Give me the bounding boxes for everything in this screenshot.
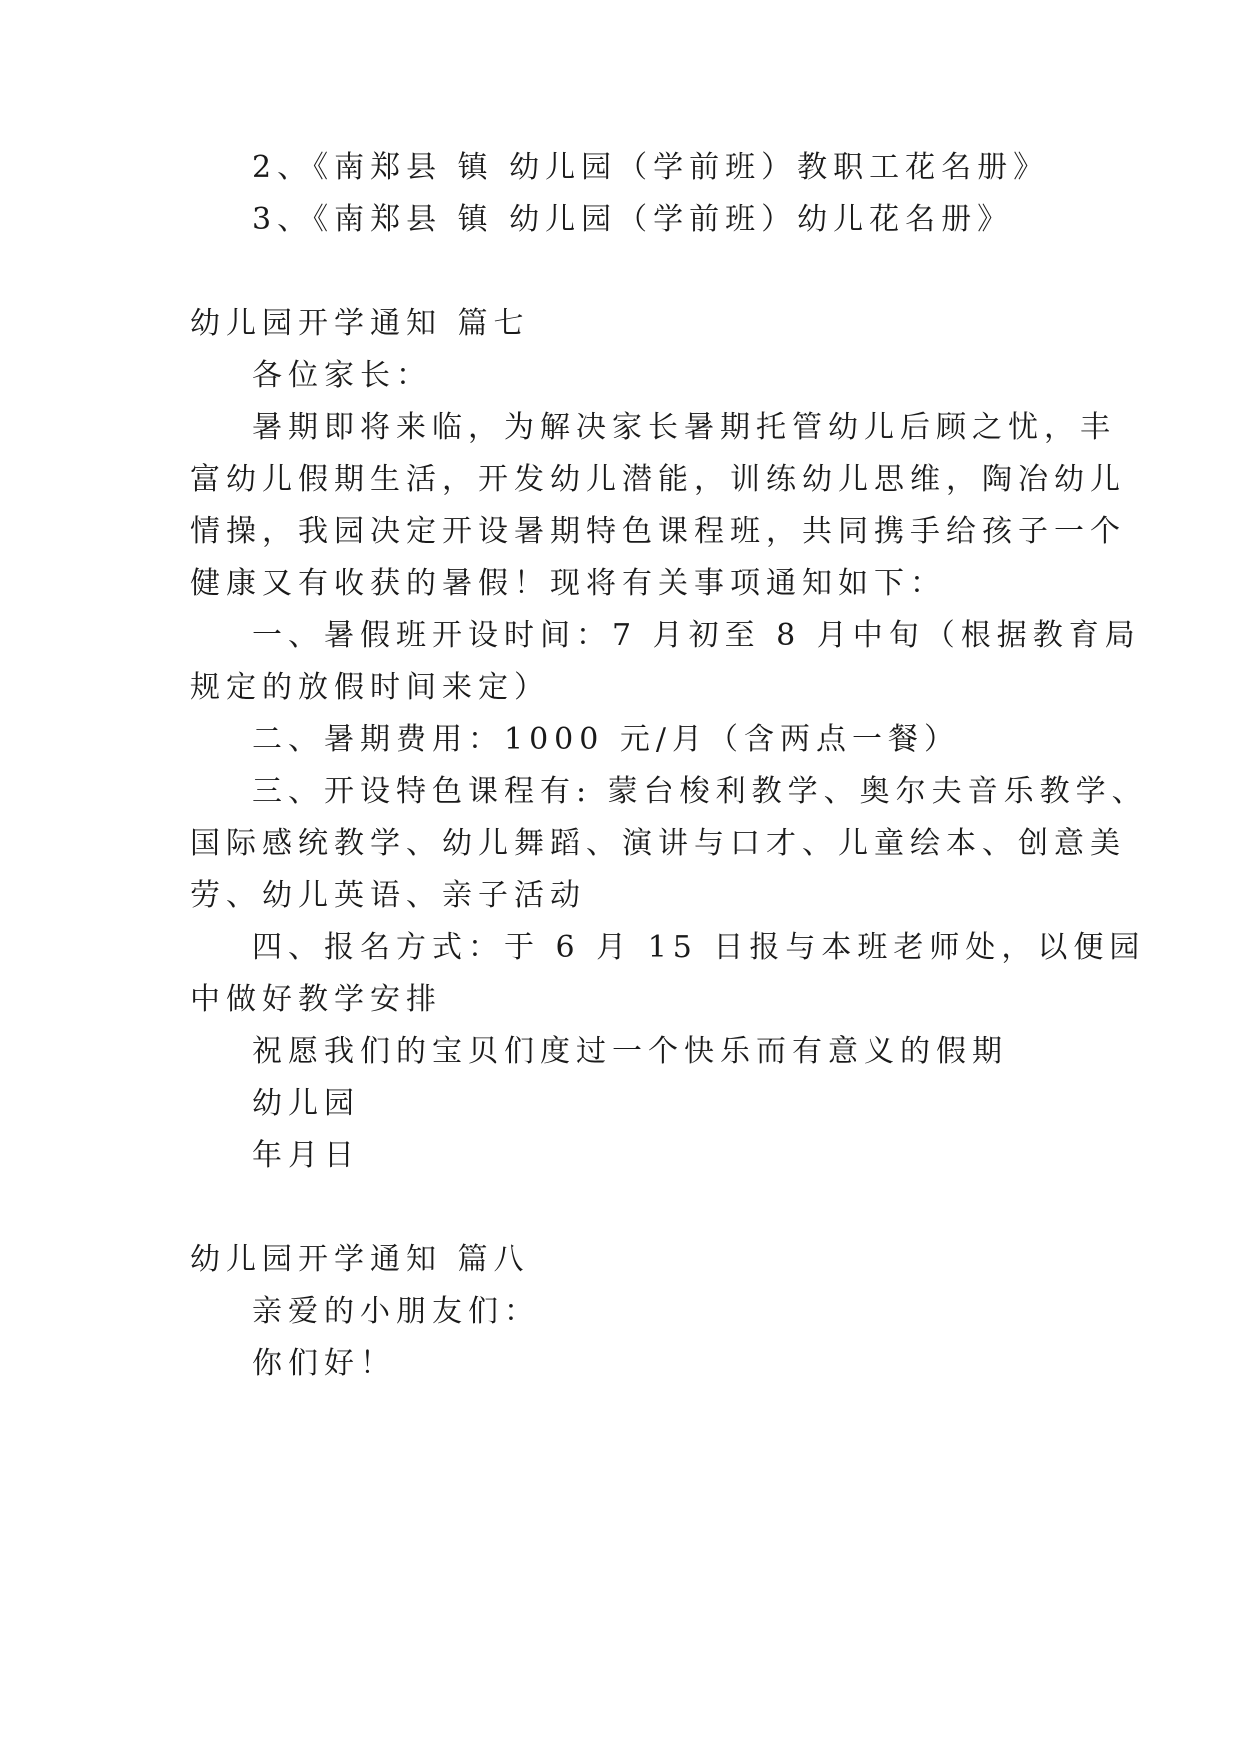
date-line: 年月日 (252, 1138, 360, 1173)
list-item: 2、《南郑县 镇 幼儿园（学前班）教职工花名册》 (252, 150, 1050, 185)
signature: 幼儿园 (252, 1086, 360, 1121)
list-item-continuation: 劳、幼儿英语、亲子活动 (190, 878, 586, 913)
paragraph-line: 健康又有收获的暑假！现将有关事项通知如下： (190, 566, 946, 601)
salutation: 你们好！ (252, 1346, 396, 1381)
section-heading: 幼儿园开学通知 篇七 (190, 306, 530, 341)
list-item: 二、暑期费用：1000 元/月（含两点一餐） (252, 722, 960, 757)
paragraph-line: 情操，我园决定开设暑期特色课程班，共同携手给孩子一个 (190, 514, 1126, 549)
greeting: 各位家长： (252, 358, 432, 393)
paragraph-line: 富幼儿假期生活，开发幼儿潜能，训练幼儿思维，陶冶幼儿 (190, 462, 1126, 497)
list-item: 一、暑假班开设时间：7 月初至 8 月中旬（根据教育局 (252, 618, 1141, 653)
list-item: 3、《南郑县 镇 幼儿园（学前班）幼儿花名册》 (252, 202, 1014, 237)
list-item: 四、报名方式：于 6 月 15 日报与本班老师处，以便园 (252, 930, 1146, 965)
list-item-continuation: 国际感统教学、幼儿舞蹈、演讲与口才、儿童绘本、创意美 (190, 826, 1126, 861)
closing-wish: 祝愿我们的宝贝们度过一个快乐而有意义的假期 (252, 1034, 1008, 1069)
greeting: 亲爱的小朋友们： (252, 1294, 540, 1329)
list-item-continuation: 中做好教学安排 (190, 982, 442, 1017)
list-item: 三、开设特色课程有: 蒙台梭利教学、奥尔夫音乐教学、 (252, 774, 1148, 809)
list-item-continuation: 规定的放假时间来定） (190, 670, 550, 705)
paragraph-line: 暑期即将来临，为解决家长暑期托管幼儿后顾之忧，丰 (252, 410, 1116, 445)
section-heading: 幼儿园开学通知 篇八 (190, 1242, 530, 1277)
